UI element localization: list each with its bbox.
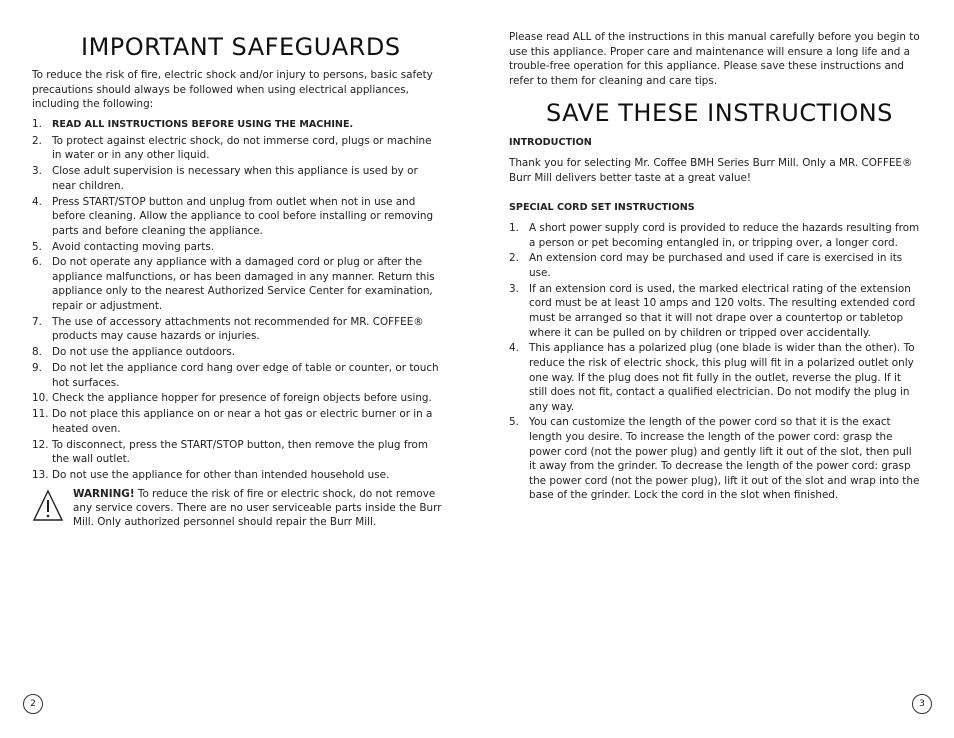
list-item: 5. Avoid contacting moving parts. xyxy=(32,240,215,253)
list-item: 1. READ ALL INSTRUCTIONS BEFORE USING THE MACHINE. xyxy=(32,118,354,130)
page-number-left: 2 xyxy=(23,694,43,714)
list-item: 5. You can customize the length of the power cord so that it is the exact length you desire. To increase the length of the power cord: grasp the power cord (not the power plug) and gently lift it out of the slot, then pull it away from the grinder. To decrease the length of the power cord: grasp the power cord (not the power plug), lift it out of the slot and wrap into the base of the grinder. Lock the cord in the slot when finished. xyxy=(509,416,920,502)
list-item: 2. To protect against electric shock, do not immerse cord, plugs or machine in water or in any other liquid. xyxy=(32,134,432,162)
list-item: 3. If an extension cord is used, the marked electrical rating of the extension cord must be at least 10 amps and 120 volts. The resulting extended cord must be arranged so that it will not drape over a countertop or tabletop where it can be pulled on by children or tripped over accidentally. xyxy=(509,282,916,339)
page-number-right: 3 xyxy=(912,694,932,714)
list-item: 9. Do not let the appliance cord hang over edge of table or counter, or touch hot surfaces. xyxy=(32,362,439,389)
safeguards-list xyxy=(32,117,442,484)
list-item: 4. This appliance has a polarized plug (one blade is wider than the other). To reduce the risk of electric shock, this plug will fit in a polarized outlet only one way. If the plug does not fit fully in the outlet, reverse the plug. If it still does not fit, contact a qualified electrician. Do not modify the plug in any way. xyxy=(509,342,915,413)
read-instructions-intro: Please read ALL of the instructions in this manual carefully before you begin to use this appliance. Proper care and maintenance will ensure a long life and a trouble-free operation for this appliance. Please save these instructions and refer to them for cleaning and care tips. xyxy=(509,31,920,87)
introduction-heading: INTRODUCTION xyxy=(509,137,592,148)
list-item: 3. Close adult supervision is necessary when this appliance is used by or near children. xyxy=(32,165,418,192)
safeguards-title: IMPORTANT SAFEGUARDS xyxy=(81,33,401,61)
cord-instructions-list xyxy=(509,221,921,504)
list-item: 10. Check the appliance hopper for presence of foreign objects before using. xyxy=(32,392,432,405)
list-item: 7. The use of accessory attachments not recommended for MR. COFFEE® products may cause hazards or injuries. xyxy=(32,315,424,343)
list-item: 11. Do not place this appliance on or near a hot gas or electric burner or in a heated oven. xyxy=(32,408,433,435)
list-item: 8. Do not use the appliance outdoors. xyxy=(32,346,236,359)
list-item: 13. Do not use the appliance for other than intended household use. xyxy=(32,468,390,481)
list-item: 2. An extension cord may be purchased and used if care is exercised in its use. xyxy=(509,252,903,279)
list-item: 12. To disconnect, press the START/STOP button, then remove the plug from the wall outlet. xyxy=(32,438,429,466)
warning-triangle-icon xyxy=(32,489,64,523)
list-item: 1. A short power supply cord is provided to reduce the hazards resulting from a person or pet becoming entangled in, or tripping over, a longer cord. xyxy=(509,222,920,249)
cord-instructions-heading: SPECIAL CORD SET INSTRUCTIONS xyxy=(509,202,695,213)
list-item: 4. Press START/STOP button and unplug from outlet when not in use and before cleaning. Allow the appliance to cool before installing or removing parts and before cleaning the appliance. xyxy=(32,195,434,237)
safeguards-intro: To reduce the risk of fire, electric shock and/or injury to persons, basic safety precautions should always be followed when using electrical appliances, including the following: xyxy=(32,69,433,111)
introduction-text: Thank you for selecting Mr. Coffee BMH Series Burr Mill. Only a MR. COFFEE® Burr Mill delivers better taste at a great value! xyxy=(509,157,913,184)
save-instructions-title: SAVE THESE INSTRUCTIONS xyxy=(546,99,893,127)
list-item: 6. Do not operate any appliance with a damaged cord or plug or after the appliance malfunctions, or has been damaged in any manner. Return this appliance only to the nearest Authorized Service Center for examination, repair or adjustment. xyxy=(32,256,435,313)
warning-label: WARNING! xyxy=(73,488,135,500)
warning-text: WARNING! To reduce the risk of fire or electric shock, do not remove any service covers. There are no user serviceable parts inside the Burr Mill. Only authorized personnel should repair the Burr Mill. xyxy=(73,488,442,528)
